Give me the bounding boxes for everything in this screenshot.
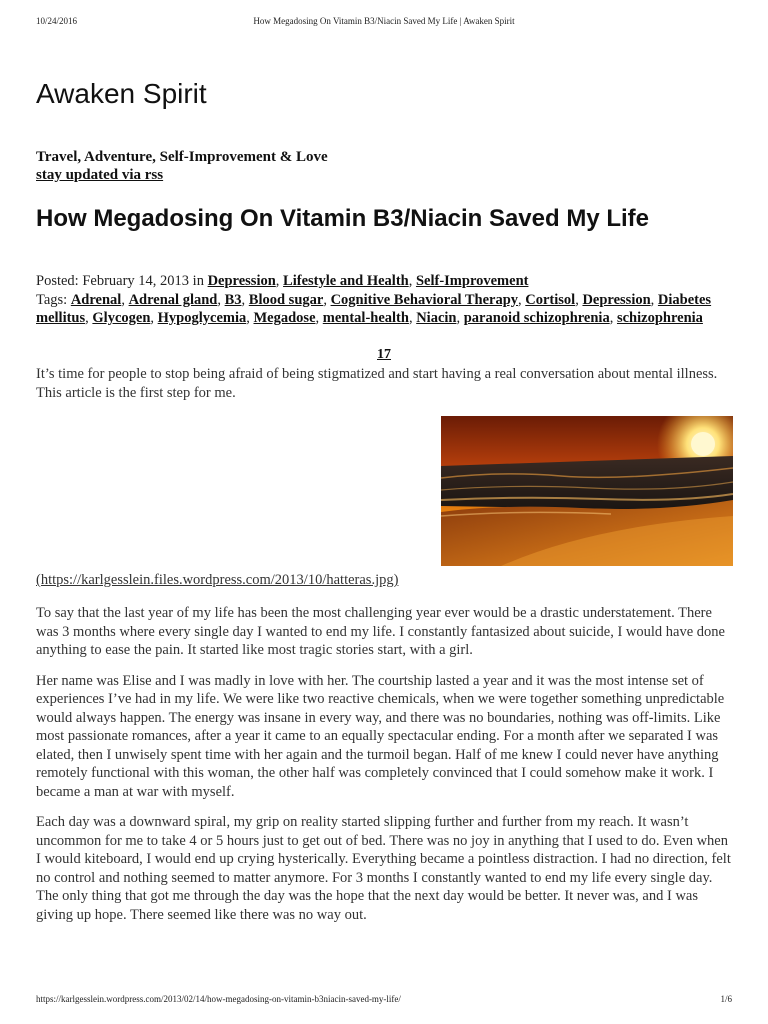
print-date: 10/24/2016 [36, 16, 78, 26]
tag-list: Adrenal, Adrenal gland, B3, Blood sugar, Cognitive Behavioral Therapy, Cortisol, Depression, Diabetes mellitus, Glycogen, Hypoglycemia, Megadose, mental-health, Niacin, paranoid schizophrenia, schizophrenia [36, 291, 712, 326]
post-title: How Megadosing On Vitamin B3/Niacin Saved My Life [36, 205, 650, 232]
post-meta [36, 272, 736, 328]
category-link[interactable]: Lifestyle and Health [283, 273, 409, 289]
paragraph-2: Her name was Elise and I was madly in love with her. The courtship lasted a year and it was the most intense set of experiences I’ve had in my life. We were like two reactive chemicals, when we were together something unpredictable would always happen. The energy was insane in every way, and there was no boundaries, nothing was off-limits. Like most passionate romances, after a year it came to an equally spectacular ending. For a month after we separated I was elated, then I unwisely spent time with her again and the turmoil began. Half of me knew I could never have anything remotely functional with this woman, the other half was completely convinced that I could somehow make it work. I became a man at war with myself. [36, 672, 725, 800]
tag-link[interactable]: paranoid schizophrenia [463, 310, 610, 326]
comments-count-link[interactable]: 17 [377, 347, 391, 362]
tag-link[interactable]: Megadose [253, 310, 316, 326]
posted-line [36, 272, 736, 291]
print-page-number: 1/6 [720, 994, 732, 1004]
paragraph-3: Each day was a downward spiral, my grip on reality started slipping further and further from my reach. It wasn’t uncommon for me to take 4 or 5 hours just to get out of bed. There was no joy in anything that I used to do. Even when I would kiteboard, I would end up crying hysterically. Everything became a pointless distraction. I had no direction, felt no control and nothing seemed to matter anymore. For 3 months I constantly wanted to end my life every single day. The only thing that got me through the day was the hope that the next day would be better. It never was, and I was giving up hope. There seemed like there was no way out. [36, 814, 731, 923]
image-source-link[interactable]: (https://karlgesslein.files.wordpress.com/2013/10/hatteras.jpg) [36, 572, 399, 588]
tag-link[interactable]: Adrenal [70, 291, 122, 308]
tag-link[interactable]: Hypoglycemia [157, 310, 247, 326]
print-url: https://karlgesslein.wordpress.com/2013/02/14/how-megadosing-on-vitamin-b3niacin-saved-my-life/ [36, 994, 401, 1004]
tag-link[interactable]: Glycogen [92, 310, 151, 326]
category-list: Depression, Lifestyle and Health, Self-Improvement [207, 273, 529, 289]
tag-link[interactable]: mental-health [322, 310, 409, 326]
category-link[interactable]: Depression [207, 273, 276, 289]
sunset-illustration [441, 416, 733, 566]
tag-link[interactable]: Cortisol [525, 291, 576, 308]
print-footer [0, 994, 768, 1008]
site-tagline: Travel, Adventure, Self-Improvement & Love [36, 149, 328, 165]
site-title[interactable]: Awaken Spirit [36, 78, 207, 109]
print-document-title: How Megadosing On Vitamin B3/Niacin Saved My Life | Awaken Spirit [253, 16, 515, 26]
category-link[interactable]: Self-Improvement [415, 273, 529, 289]
tag-link[interactable]: Diabetes mellitus [36, 291, 712, 326]
tag-link[interactable]: Niacin [416, 310, 457, 326]
tag-link[interactable]: Depression [582, 291, 651, 308]
beach-sunset-image[interactable] [441, 416, 733, 566]
paragraph-1: To say that the last year of my life has been the most challenging year ever would be a drastic understatement. There was 3 months where every single day I wanted to end my life. I constantly fantasized about suicide, I would have done anything to ease the pain. It started like most tragic stories start, with a girl. [36, 605, 725, 658]
tags-line [36, 291, 736, 328]
rss-link[interactable]: stay updated via rss [36, 167, 164, 183]
post-body [36, 604, 734, 936]
post-intro: It’s time for people to stop being afraid of being stigmatized and start having a real conversation about mental illness. This article is the first step for me. [36, 366, 718, 401]
tag-link[interactable]: B3 [224, 291, 242, 308]
tag-link[interactable]: Cognitive Behavioral Therapy [330, 291, 519, 308]
posted-date: Posted: February 14, 2013 in [36, 273, 208, 289]
tag-link[interactable]: Blood sugar [248, 291, 324, 308]
print-header [0, 16, 768, 30]
tags-label: Tags: [36, 291, 71, 308]
tag-link[interactable]: schizophrenia [616, 310, 703, 326]
tag-link[interactable]: Adrenal gland [128, 291, 218, 308]
